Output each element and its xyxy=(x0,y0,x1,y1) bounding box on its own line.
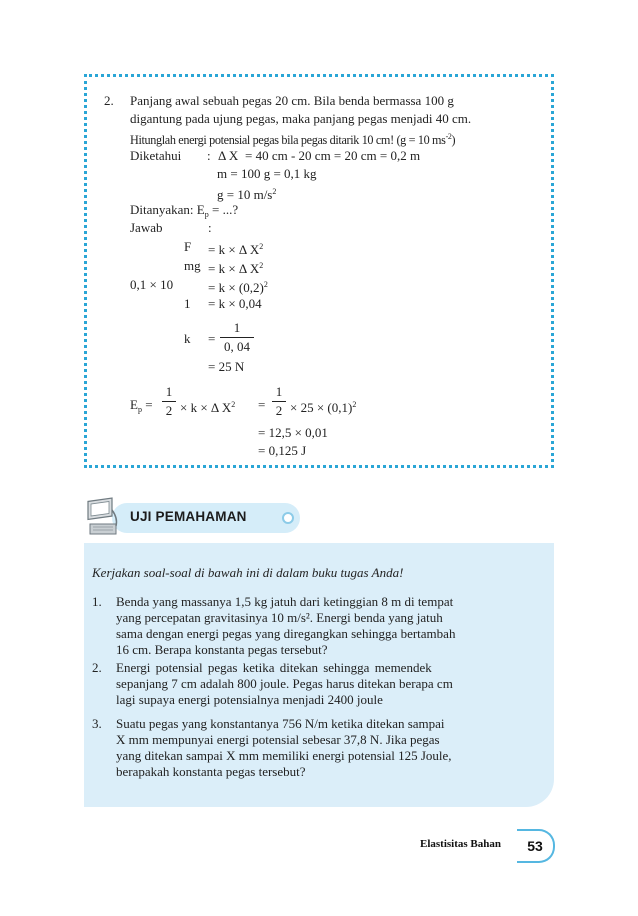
problem-line-1: Panjang awal sebuah pegas 20 cm. Bila benda bermassa 100 g xyxy=(130,93,454,108)
page-number: 53 xyxy=(517,829,555,863)
footer-chapter-label: Elastisitas Bahan xyxy=(420,838,501,850)
q2-line-1: Energi potensial pegas ketika ditekan sehingga memendek xyxy=(116,660,432,675)
eq2-right: = k × Δ $X^2$ xyxy=(208,261,264,276)
delta-x-line: Δ X xyxy=(218,148,239,163)
instruction: Kerjakan soal-soal di bawah ini di dalam buku tugas Anda! xyxy=(92,565,404,580)
problem-line-3: Hitunglah energi potensial pegas bila pegas ditarik 10 cm! (g = 10 $ms^{-2}$) xyxy=(130,132,456,147)
q3-number: 3. xyxy=(92,716,102,731)
ep-equals: = xyxy=(258,397,266,412)
q1-number: 1. xyxy=(92,594,102,609)
q3-line-4: berapakah konstanta pegas tersebut? xyxy=(116,764,306,779)
problem-line-2: digantung pada ujung pegas, maka panjang pegas menjadi 40 cm. xyxy=(130,111,472,126)
eq2-left: mg xyxy=(184,258,201,273)
diketahui-colon: : xyxy=(207,148,211,163)
k-equals: = xyxy=(208,331,216,346)
uji-dot-decoration xyxy=(282,512,294,524)
q1-line-2: yang percepatan gravitasinya 10 m/s². Energi benda yang jatuh xyxy=(116,610,443,625)
q2-line-3: lagi supaya energi potensialnya menjadi 2400 joule xyxy=(116,692,383,707)
ep-step-3: = 0,125 J xyxy=(258,443,307,458)
k-result: = 25 N xyxy=(208,359,245,374)
eq4-right: = k × 0,04 xyxy=(208,296,262,311)
ep-half-fraction-2: 1 2 xyxy=(272,384,286,419)
delta-x-value: = 40 cm - 20 cm = 20 cm = 0,2 m xyxy=(245,148,421,163)
ep-mid: × k × Δ $X^2$ xyxy=(180,400,236,415)
uji-title: UJI PEMAHAMAN xyxy=(130,509,247,524)
k-left: k xyxy=(184,331,191,346)
eq3-left: 0,1 × 10 xyxy=(130,277,174,292)
ep-half-fraction: 1 2 xyxy=(162,384,176,419)
k-numerator: 1 xyxy=(233,320,241,335)
diketahui-label: Diketahui xyxy=(130,148,182,163)
q1-line-3: sama dengan energi pegas yang diregangkan sehingga bertambah xyxy=(116,626,456,641)
ditanyakan-line: Ditanyakan: $E_p$ = ...? xyxy=(130,202,239,219)
q3-line-1: Suatu pegas yang konstantanya 756 N/m ketika ditekan sampai xyxy=(116,716,445,731)
q1-line-1: Benda yang massanya 1,5 kg jatuh dari ketinggian 8 m di tempat xyxy=(116,594,454,609)
example-number: 2. xyxy=(104,93,114,108)
q1-line-4: 16 cm. Berapa konstanta pegas tersebut? xyxy=(116,642,328,657)
gravity-line: g = 10 $m/s^2$ xyxy=(217,187,277,202)
q2-number: 2. xyxy=(92,660,102,675)
q3-line-3: yang ditekan sampai X mm memiliki energi potensial 125 Joule, xyxy=(116,748,452,763)
k-denominator: 0, 04 xyxy=(224,339,250,354)
ep-rhs: × $25 \times (0,1)^2$ xyxy=(290,400,357,415)
q2-line-2: sepanjang 7 cm adalah 800 joule. Pegas harus ditekan berapa cm xyxy=(116,676,453,691)
jawab-colon: : xyxy=(208,220,212,235)
k-fraction xyxy=(220,320,254,355)
ep-step-2: = 12,5 × 0,01 xyxy=(258,425,328,440)
jawab-label: Jawab xyxy=(130,220,163,235)
ep-label: $E_p$ = xyxy=(130,397,153,414)
mass-line: m = 100 g = 0,1 kg xyxy=(217,166,317,181)
computer-icon xyxy=(84,496,124,540)
q3-line-2: X mm mempunyai energi potensial sebesar 37,8 N. Jika pegas xyxy=(116,732,440,747)
eq1-left: F xyxy=(184,239,192,254)
eq4-left: 1 xyxy=(184,296,191,311)
eq3-right: = $k \times (0,2)^2$ xyxy=(208,280,268,295)
eq1-right: = k × Δ $X^2$ xyxy=(208,242,264,257)
